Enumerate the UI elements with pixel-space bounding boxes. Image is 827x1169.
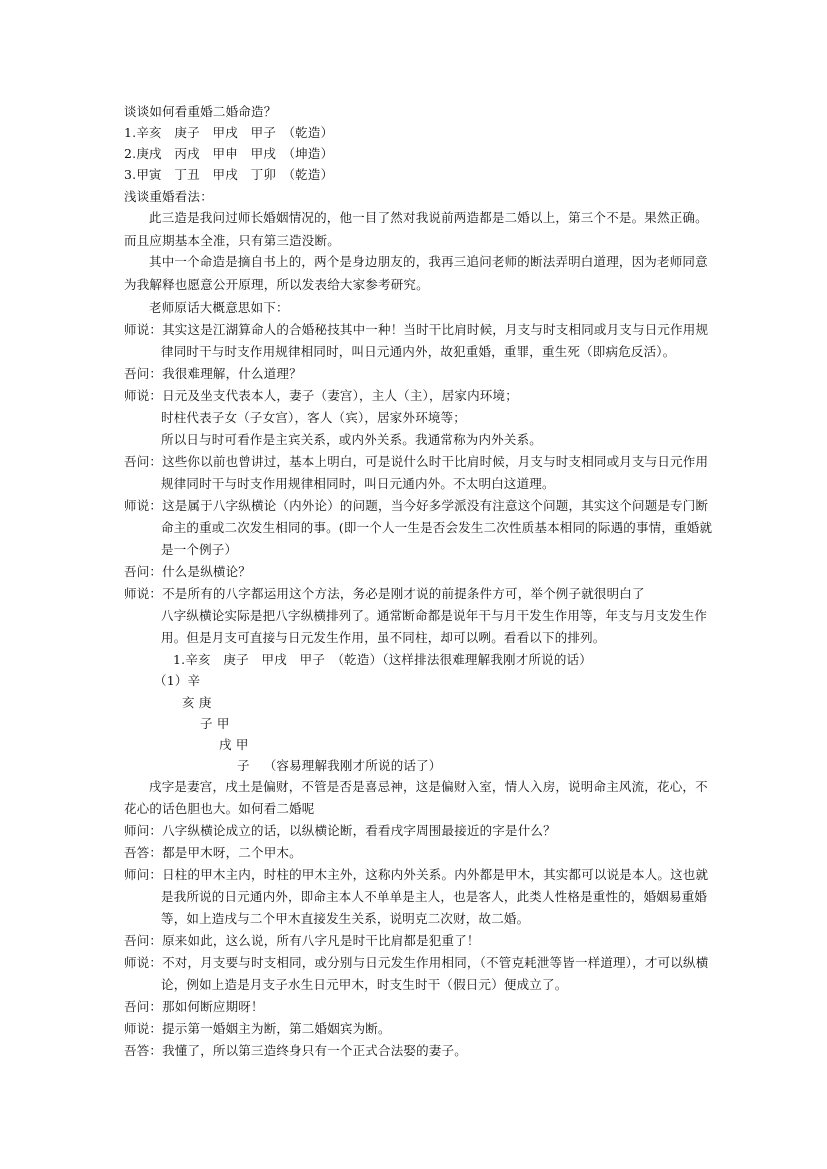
dialogue-line: 师说：其实这是江湖算命人的合婚秘技其中一种！当时干比肩时候，月支与时支相同或月支与日元作用规 [124, 322, 709, 337]
dialogue-line: 规律同时干与时支作用规律相同时，叫日元通内外。不太明白这道理。 [161, 476, 555, 491]
dialogue-line: 吾问：那如何断应期呀！ [124, 999, 264, 1014]
dialogue-line: 命主的重或二次发生相同的事。(即一个人一生是否会发生二次性质基本相同的际遇的事情，重婚就 [161, 520, 713, 535]
chart-line: 3.甲寅 丁丑 甲戌 丁卯 （乾造） [124, 167, 334, 182]
dialogue-line: 八字纵横论实际是把八字纵横排列了。通常断命都是说年干与月干发生作用等，年支与月支发生作 [161, 608, 708, 623]
chart-line: 1.辛亥 庚子 甲戌 甲子 （乾造）（这样排法很难理解我刚才所说的话） [173, 652, 592, 667]
dialogue-line: 论，例如上造是月支子水生日元甲木，时支生时干（假日元）便成立了。 [161, 977, 568, 992]
dialogue-line: 师说：不是所有的八字都运用这个方法，务必是刚才说的前提条件方可，举个例子就很明白了 [124, 586, 645, 601]
diagonal-chart-row: （1）辛 [154, 673, 201, 688]
document-title: 谈谈如何看重婚二婚命造？ [124, 104, 277, 119]
dialogue-line: 师说：不对，月支要与时支相同，或分别与日元发生作用相同，（不管克耗泄等皆一样道理），才可以纵横 [124, 955, 709, 970]
paragraph-line: 而且应期基本全准，只有第三造没断。 [124, 233, 340, 248]
dialogue-line: 所以日与时可看作是主宾关系，或内外关系。我通常称为内外关系。 [161, 432, 543, 447]
dialogue-line: 用。但是月支可直接与日元发生作用，虽不同柱，却可以咧。看看以下的排列。 [161, 630, 606, 645]
paragraph-line: 花心的话色胆也大。如何看二婚呢 [124, 801, 315, 816]
paragraph-line: 此三造是我问过师长婚姻情况的，他一目了然对我说前两造都是二婚以上，第三个不是。果然正确。 [149, 210, 708, 225]
dialogue-line: 吾问：这些你以前也曾讲过，基本上明白，可是说什么时干比肩时候，月支与时支相同或月支与日元作用 [124, 454, 709, 469]
dialogue-line: 等，如上造戌与二个甲木直接发生关系，说明克二次财，故二婚。 [161, 911, 530, 926]
dialogue-line: 吾答：都是甲木呀，二个甲木。 [124, 845, 302, 860]
dialogue-line: 师问：八字纵横论成立的话，以纵横论断，看看戌字周围最接近的字是什么？ [124, 823, 556, 838]
paragraph-line: 戌字是妻宫，戌土是偏财，不管是否是喜忌神，这是偏财入室，情人入房，说明命主风流，花心，不 [149, 779, 708, 794]
dialogue-line: 师说：这是属于八字纵横论（内外论）的问题，当今好多学派没有注意这个问题，其实这个问题是专门断 [124, 498, 709, 513]
diagonal-chart-row: 亥 庚 [182, 695, 212, 710]
diagonal-chart-row: 子 甲 [200, 716, 230, 731]
dialogue-line: 吾问：什么是纵横论？ [124, 564, 252, 579]
dialogue-line: 师问：日柱的甲木主内，时柱的甲木主外，这称内外关系。内外都是甲木，其实都可以说是本人。这也就 [124, 867, 709, 882]
diagonal-note: （容易理解我刚才所说的话了） [263, 758, 442, 773]
diagonal-chart-row: 戌 甲 [219, 737, 249, 752]
dialogue-line: 是一个例子） [161, 542, 238, 557]
diagonal-chart-cell: 子 [237, 758, 250, 773]
dialogue-line: 吾问：我很难理解，什么道理？ [124, 366, 302, 381]
dialogue-line: 师说：提示第一婚姻主为断，第二婚姻宾为断。 [124, 1021, 391, 1036]
paragraph-line: 老师原话大概意思如下： [149, 300, 289, 315]
dialogue-line: 吾问：原来如此，这么说，所有八字凡是时干比肩都是犯重了！ [124, 933, 480, 948]
dialogue-line: 吾答：我懂了，所以第三造终身只有一个正式合法娶的妻子。 [124, 1043, 467, 1058]
chart-line: 1.辛亥 庚子 甲戌 甲子 （乾造） [124, 125, 334, 140]
diagonal-chart-row [237, 755, 442, 776]
paragraph-line: 其中一个命造是摘自书上的，两个是身边朋友的，我再三追问老师的断法弄明白道理，因为老师同意 [149, 254, 708, 269]
dialogue-line: 时柱代表子女（子女宫），客人（宾），居家外环境等； [161, 410, 467, 425]
dialogue-line: 是我所说的日元通内外，即命主本人不单单是主人，也是客人，此类人性格是重性的，婚姻易重婚 [161, 889, 708, 904]
section-heading: 浅谈重婚看法： [124, 189, 213, 204]
chart-line: 2.庚戌 丙戌 甲申 甲戌 （坤造） [124, 146, 334, 161]
paragraph-line: 为我解释也愿意公开原理，所以发表给大家参考研究。 [124, 277, 429, 292]
dialogue-line: 师说：日元及坐支代表本人，妻子（妻宫），主人（主），居家内环境； [124, 388, 518, 403]
dialogue-line: 律同时干与时支作用规律相同时，叫日元通内外，故犯重婚，重罪，重生死（即病危反活）。 [161, 344, 676, 359]
